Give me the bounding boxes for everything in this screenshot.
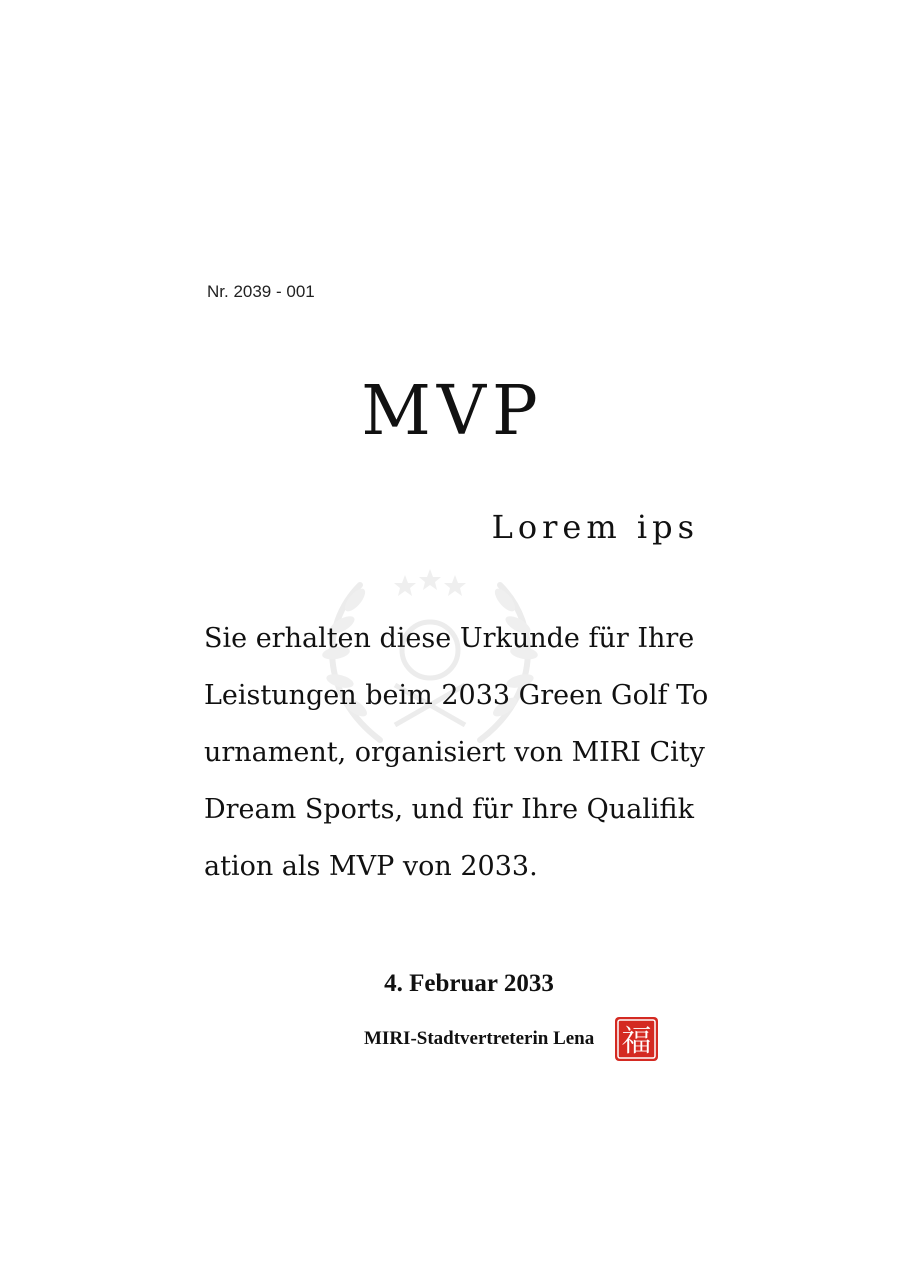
certificate-date: 4. Februar 2033 (384, 970, 554, 997)
certificate-title: MVP (361, 372, 544, 451)
certificate-number: Nr. 2039 - 001 (207, 282, 315, 301)
signatory-name: MIRI-Stadtvertreterin Lena (364, 1028, 595, 1049)
certificate-body-text: Sie erhalten diese Urkunde für Ihre Leistungen beim 2033 Green Golf Tournament, organisiert von MIRI City Dream Sports, und für Ihre Qualifikation als MVP von 2033. (204, 623, 709, 882)
recipient-name: Lorem ips (491, 508, 699, 546)
red-seal-stamp-icon (613, 1015, 660, 1063)
svg-text:福: 福 (621, 1024, 652, 1059)
